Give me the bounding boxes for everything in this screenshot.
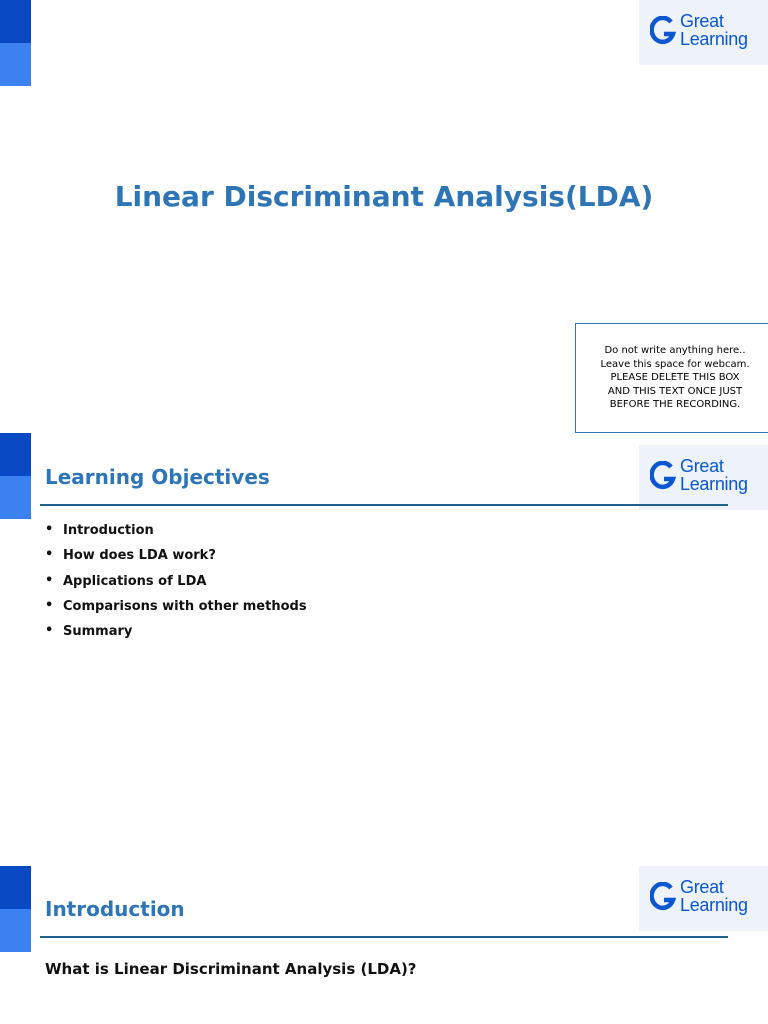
bullet-icon: • xyxy=(45,623,54,639)
g-logo-icon xyxy=(650,461,676,493)
logo-text-great: Great xyxy=(680,877,724,897)
title-divider xyxy=(40,936,728,938)
section-title: Introduction xyxy=(45,897,185,921)
list-item: • Summary xyxy=(45,623,133,640)
list-item: • Introduction xyxy=(45,522,154,538)
great-learning-logo xyxy=(639,0,768,65)
g-logo-icon xyxy=(650,882,676,914)
slide-learning-objectives xyxy=(0,433,768,866)
logo-text-great: Great xyxy=(680,11,724,31)
bullet-icon: • xyxy=(45,572,54,588)
title-divider xyxy=(40,504,728,506)
great-learning-logo xyxy=(639,866,768,931)
webcam-note: Do not write anything here.. Leave this space for webcam. PLEASE DELETE THIS BOX AND THIS TEXT ONCE JUST BEFORE THE RECORDING. xyxy=(600,345,750,411)
great-learning-logo xyxy=(639,445,768,510)
accent-bar xyxy=(0,0,31,86)
bullet-icon: • xyxy=(45,522,54,537)
accent-bar xyxy=(0,866,31,952)
slide-introduction xyxy=(0,866,768,1024)
list-item: • How does LDA work? xyxy=(45,547,216,564)
list-item: • Comparisons with other methods xyxy=(45,597,307,614)
logo-text-great: Great xyxy=(680,456,724,476)
logo-text-learning: Learning xyxy=(680,29,748,49)
logo-text-learning: Learning xyxy=(680,895,748,915)
accent-bar xyxy=(0,433,31,519)
g-logo-icon xyxy=(650,16,676,48)
list-item: • Applications of LDA xyxy=(45,572,207,589)
objectives-list xyxy=(45,522,307,648)
logo-text-learning: Learning xyxy=(680,474,748,494)
bullet-icon: • xyxy=(45,597,54,613)
slide-title-text: Linear Discriminant Analysis(LDA) xyxy=(114,180,654,213)
webcam-placeholder-box xyxy=(575,323,768,433)
slide-title xyxy=(0,0,768,433)
bullet-icon: • xyxy=(45,547,54,563)
intro-question: What is Linear Discriminant Analysis (LDA)? xyxy=(45,960,417,978)
section-title: Learning Objectives xyxy=(45,465,270,489)
